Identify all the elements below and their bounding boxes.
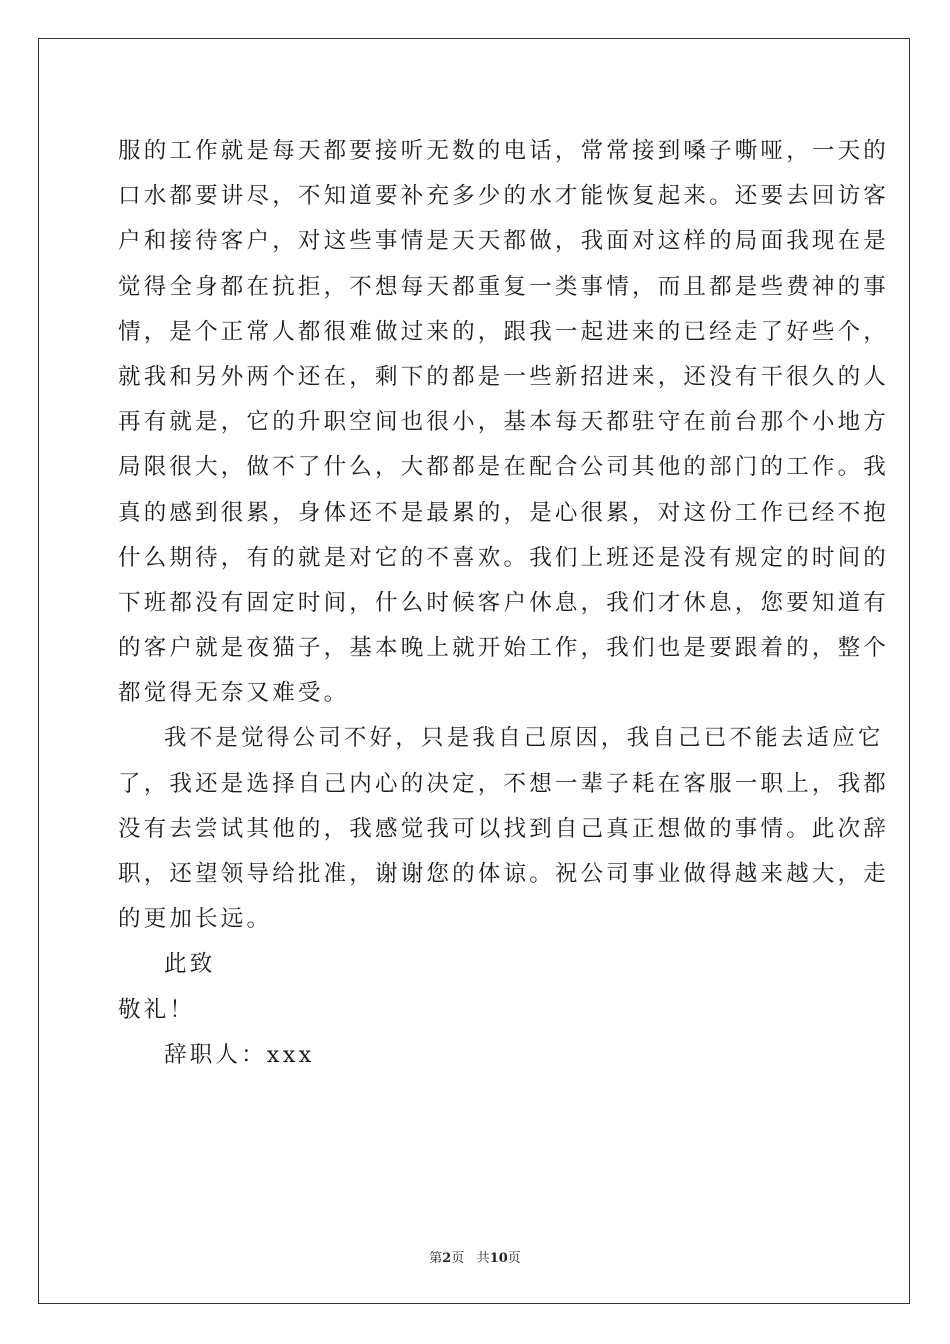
signature: 辞职人：xxx bbox=[164, 1041, 315, 1068]
page-footer bbox=[0, 1247, 950, 1266]
paragraph-line: 没有去尝试其他的，我感觉我可以找到自己真正想做的事情。此次辞 bbox=[118, 815, 890, 842]
paragraph-line: 情，是个正常人都很难做过来的，跟我一起进来的已经走了好些个， bbox=[118, 318, 890, 345]
paragraph-line: 再有就是，它的升职空间也很小，基本每天都驻守在前台那个小地方 bbox=[118, 409, 890, 436]
paragraph-line: 局限很大，做不了什么，大都都是在配合公司其他的部门的工作。我 bbox=[118, 454, 890, 481]
document-body bbox=[118, 129, 890, 1078]
paragraph-line: 下班都没有固定时间，什么时候客户休息，我们才休息，您要知道有 bbox=[118, 589, 890, 616]
paragraph-line: 口水都要讲尽，不知道要补充多少的水才能恢复起来。还要去回访客 bbox=[118, 183, 890, 210]
paragraph-line: 觉得全身都在抗拒，不想每天都重复一类事情，而且都是些费神的事 bbox=[118, 273, 890, 300]
page-prefix: 第 bbox=[429, 1251, 443, 1266]
page-number: 2 bbox=[442, 1251, 452, 1266]
total-prefix: 共 bbox=[476, 1251, 490, 1266]
paragraph-line: 的更加长远。 bbox=[118, 906, 273, 933]
paragraph-line: 的客户就是夜猫子，基本晚上就开始工作，我们也是要跟着的，整个 bbox=[118, 635, 890, 662]
page-suffix: 页 bbox=[451, 1251, 465, 1266]
closing-regards: 敬礼！ bbox=[118, 996, 196, 1023]
paragraph-line: 就我和另外两个还在，剩下的都是一些新招进来，还没有干很久的人 bbox=[118, 363, 890, 390]
closing-salutation: 此致 bbox=[164, 951, 216, 978]
total-pages: 10 bbox=[489, 1251, 508, 1266]
paragraph-line: 真的感到很累，身体还不是最累的，是心很累，对这份工作已经不抱 bbox=[118, 499, 890, 526]
paragraph-line: 服的工作就是每天都要接听无数的电话，常常接到嗓子嘶哑，一天的 bbox=[118, 138, 890, 164]
total-suffix: 页 bbox=[507, 1251, 521, 1266]
paragraph-line: 职，还望领导给批准，谢谢您的体谅。祝公司事业做得越来越大，走 bbox=[118, 861, 890, 887]
paragraph-line: 了，我还是选择自己内心的决定，不想一辈子耗在客服一职上，我都 bbox=[118, 770, 890, 797]
paragraph-line: 户和接待客户，对这些事情是天天都做，我面对这样的局面我现在是 bbox=[118, 228, 890, 255]
paragraph-line: 都觉得无奈又难受。 bbox=[118, 680, 350, 707]
paragraph-line: 什么期待，有的就是对它的不喜欢。我们上班还是没有规定的时间的 bbox=[118, 544, 890, 571]
paragraph-line: 我不是觉得公司不好，只是我自己原因，我自己已不能去适应它 bbox=[164, 725, 884, 752]
